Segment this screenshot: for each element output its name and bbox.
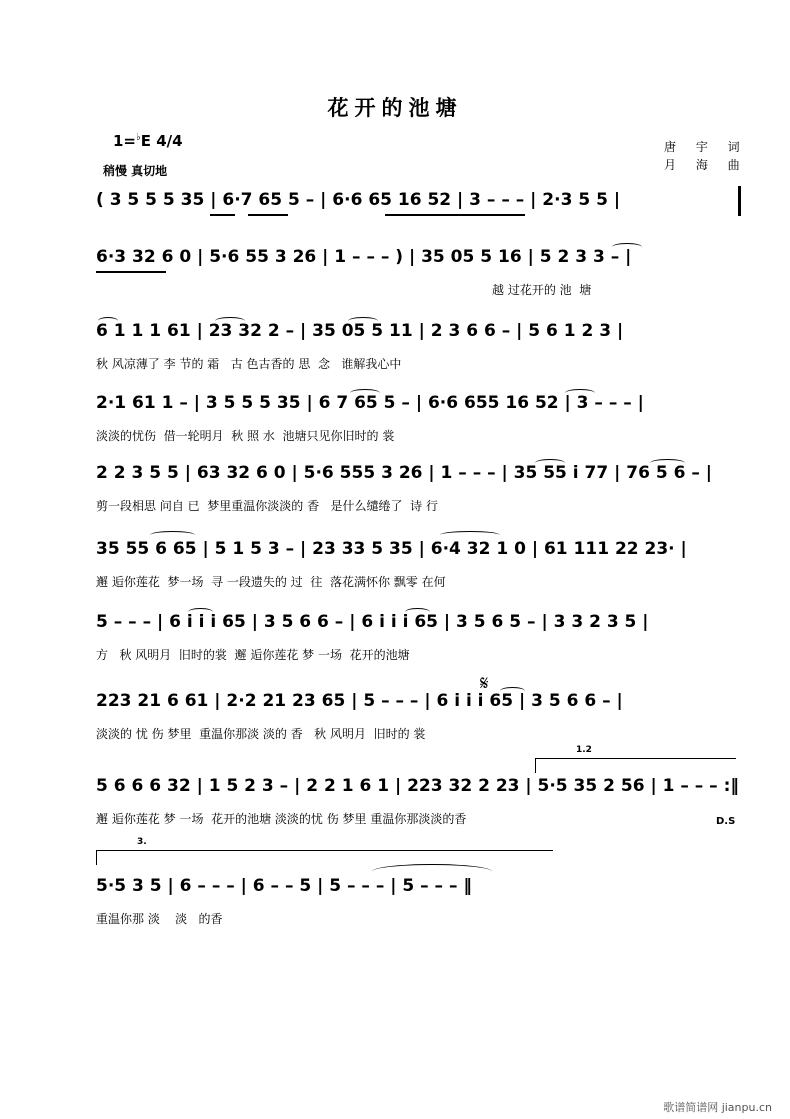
slur xyxy=(535,459,565,467)
notes-row-3: 6 1 1 1 61 | 23 32 2 – | 35 05 5 11 | 2 3 6 6 – | 5 6 1 2 3 | xyxy=(96,321,624,341)
staff-row-7 xyxy=(0,608,790,684)
lyricist-credit: 唐 宇 词 xyxy=(664,140,748,154)
notes-row-5: 2 2 3 5 5 | 63 32 6 0 | 5·6 555 3 26 | 1 – – – | 35 55 i 77 | 76 5 6 – | xyxy=(96,463,712,483)
slur xyxy=(98,317,118,325)
notes-row-8: 223 21 6 61 | 2·2 21 23 65 | 5 – – – | 6 i i i 65 | 3 5 6 6 – | xyxy=(96,691,623,711)
staff-row-6 xyxy=(0,535,790,611)
slur xyxy=(188,608,213,616)
song-title: 花开的池塘 xyxy=(327,96,463,120)
lyrics-row-2: 越 过花开的 池 塘 xyxy=(492,283,592,297)
staff-row-8 xyxy=(0,671,790,763)
underline xyxy=(248,214,288,216)
staff-row-3 xyxy=(0,317,790,393)
dal-segno-marking: D.S xyxy=(716,816,736,827)
key-prefix: 1= xyxy=(113,132,137,150)
lyrics-row-7: 方 秋 风明月 旧时的裳 邂 逅你莲花 梦 一场 花开的池塘 xyxy=(96,648,410,662)
volta-bracket-3 xyxy=(96,837,553,865)
notes-row-1: ( 3 5 5 5 35 | 6·7 65 5 – | 6·6 65 16 52 | 3 – – – | 2·3 5 5 | xyxy=(96,190,621,210)
notes-row-7: 5 – – – | 6 i i i 65 | 3 5 6 6 – | 6 i i i 65 | 3 5 6 5 – | 3 3 2 3 5 | xyxy=(96,612,649,632)
lyrics-row-5: 剪一段相思 问自 已 梦里重温你淡淡的 香 是什么缱绻了 诗 行 xyxy=(96,499,438,513)
underline xyxy=(96,271,166,273)
underline xyxy=(385,214,525,216)
lyrics-row-6: 邂 逅你莲花 梦一场 寻 一段遗失的 过 往 落花满怀你 飘零 在何 xyxy=(96,575,446,589)
notes-row-6: 35 55 6 65 | 5 1 5 3 – | 23 33 5 35 | 6·4 32 1 0 | 61 111 22 23· | xyxy=(96,539,687,559)
lyrics-row-8: 淡淡的 忧 伤 梦里 重温你那淡 淡的 香 秋 风明月 旧时的 裳 xyxy=(96,727,426,741)
slur xyxy=(565,389,595,397)
volta-label: 3. xyxy=(137,837,147,847)
notes-row-9: 5 6 6 6 32 | 1 5 2 3 – | 2 2 1 6 1 | 223 32 2 23 | 5·5 35 2 56 | 1 – – – :‖ xyxy=(96,776,739,796)
slur xyxy=(650,459,685,467)
staff-row-9 xyxy=(0,745,790,848)
slur xyxy=(150,531,195,539)
slur xyxy=(348,317,378,325)
notes-row-4: 2·1 61 1 – | 3 5 5 5 35 | 6 7 65 5 – | 6·6 655 16 52 | 3 – – – | xyxy=(96,393,644,413)
lyrics-row-4: 淡淡的忧伤 借一轮明月 秋 照 水 池塘只见你旧时的 裳 xyxy=(96,429,395,443)
slur xyxy=(500,687,525,695)
tempo-marking: 稍慢 真切地 xyxy=(103,164,168,178)
staff-row-2 xyxy=(0,243,790,319)
key-signature xyxy=(113,132,183,150)
underline xyxy=(210,214,235,216)
slur xyxy=(612,243,642,251)
slur xyxy=(440,531,500,539)
lyrics-row-10: 重温你那 淡 淡 的香 xyxy=(96,912,223,926)
notes-row-10: 5·5 3 5 | 6 – – – | 6 – – 5 | 5 – – – | 5 – – – ‖ xyxy=(96,876,472,896)
barline xyxy=(738,186,741,216)
slur xyxy=(405,608,430,616)
lyrics-row-9: 邂 逅你莲花 梦 一场 花开的池塘 淡淡的忧 伤 梦里 重温你那淡淡的香 xyxy=(96,812,467,826)
staff-row-10 xyxy=(0,837,790,948)
slur xyxy=(372,864,492,879)
segno-icon: 𝄋 xyxy=(480,671,489,695)
staff-row-5 xyxy=(0,459,790,535)
volta-bracket-1-2 xyxy=(535,745,736,773)
key-rest: E 4/4 xyxy=(140,132,183,150)
lyrics-row-3: 秋 风凉薄了 李 节的 霜 古 色古香的 思 念 谁解我心中 xyxy=(96,357,402,371)
composer-credit: 月 海 曲 xyxy=(664,158,748,172)
slur xyxy=(350,389,380,397)
watermark: 歌谱简谱网 jianpu.cn xyxy=(663,1101,772,1114)
volta-label: 1.2 xyxy=(576,745,592,755)
flat-sign: ♭ xyxy=(136,132,141,143)
staff-row-4 xyxy=(0,389,790,465)
slur xyxy=(215,317,245,325)
notes-row-2: 6·3 32 6 0 | 5·6 55 3 26 | 1 – – – ) | 35 05 5 16 | 5 2 3 3 – | xyxy=(96,247,632,267)
